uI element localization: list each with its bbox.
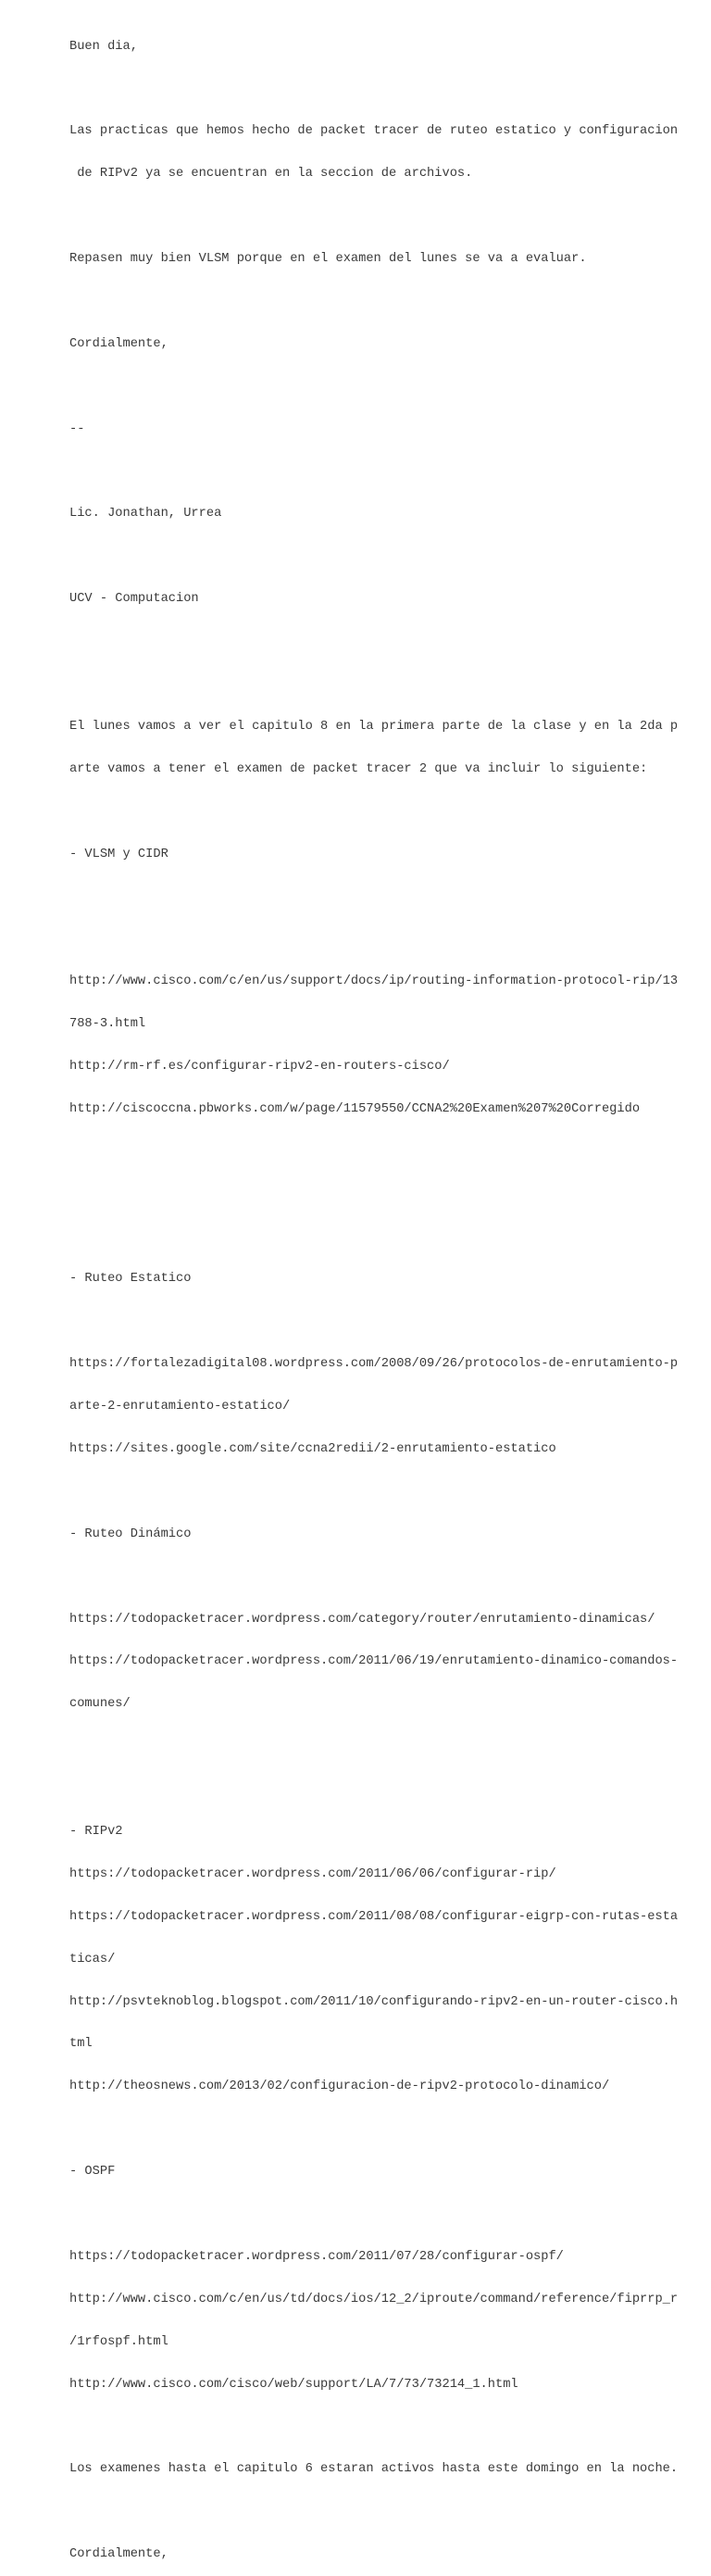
url-link-continuation[interactable]: tml (69, 2037, 93, 2052)
blank-line (69, 677, 699, 691)
url-link[interactable]: http://www.cisco.com/c/en/us/td/docs/ios/12_2/iproute/command/reference/fiprrp_r (69, 2292, 679, 2306)
blank-line (69, 209, 699, 223)
blank-line (69, 2419, 699, 2433)
blank-line (69, 1740, 699, 1753)
blank-line (69, 2207, 699, 2221)
closing-line: Cordialmente, (69, 336, 168, 351)
url-link[interactable]: https://sites.google.com/site/ccna2redii/2-enrutamiento-estatico (69, 1441, 556, 1456)
url-link-continuation[interactable]: 788-3.html (69, 1017, 146, 1032)
greeting-line: Buen dia, (69, 39, 138, 54)
section-heading-ospf: - OSPF (69, 2165, 116, 2180)
body-line: Repasen muy bien VLSM porque en el examen del lunes se va a evaluar. (69, 252, 587, 267)
url-link-continuation[interactable]: /1rfospf.html (69, 2334, 168, 2349)
url-link[interactable]: https://todopacketracer.wordpress.com/2011/06/06/configurar-rip/ (69, 1866, 556, 1881)
section-heading-vlsm: - VLSM y CIDR (69, 847, 168, 861)
signature-name: Lic. Jonathan, Urrea (69, 507, 222, 521)
blank-line (69, 889, 699, 903)
url-link[interactable]: https://fortalezadigital08.wordpress.com/2008/09/26/protocolos-de-enrutamiento-p (69, 1357, 679, 1372)
body-line: El lunes vamos a ver el capitulo 8 en la primera parte de la clase y en la 2da p (69, 719, 679, 734)
url-link[interactable]: http://www.cisco.com/c/en/us/support/docs/ip/routing-information-protocol-rip/13 (69, 974, 679, 989)
blank-line (69, 1782, 699, 1796)
blank-line (69, 1314, 699, 1328)
blank-line (69, 82, 699, 95)
blank-line (69, 805, 699, 819)
body-line: arte vamos a tener el examen de packet tracer 2 que va incluir lo siguiente: (69, 761, 648, 776)
body-line: Las practicas que hemos hecho de packet tracer de ruteo estatico y configuracion (69, 124, 679, 139)
blank-line (69, 1485, 699, 1499)
signature-affiliation: UCV - Computacion (69, 592, 199, 607)
url-link[interactable]: http://rm-rf.es/configurar-ripv2-en-routers-cisco/ (69, 1059, 450, 1074)
url-link[interactable]: https://todopacketracer.wordpress.com/2011/08/08/configurar-eigrp-con-rutas-esta (69, 1909, 679, 1924)
blank-line (69, 295, 699, 308)
url-link[interactable]: http://www.cisco.com/cisco/web/support/LA/7/73/73214_1.html (69, 2377, 518, 2392)
blank-line (69, 465, 699, 479)
url-link[interactable]: http://psvteknoblog.blogspot.com/2011/10/configurando-ripv2-en-un-router-cisco.h (69, 1994, 679, 2009)
body-line: de RIPv2 ya se encuentran en la seccion de archivos. (69, 167, 473, 182)
url-link[interactable]: http://theosnews.com/2013/02/configuracion-de-ripv2-protocolo-dinamico/ (69, 2080, 610, 2094)
email-body (69, 11, 699, 2576)
url-link-continuation[interactable]: comunes/ (69, 1697, 131, 1712)
url-link[interactable]: https://todopacketracer.wordpress.com/category/router/enrutamiento-dinamicas/ (69, 1612, 655, 1627)
signature-separator: -- (69, 421, 85, 436)
url-link[interactable]: https://todopacketracer.wordpress.com/2011/07/28/configurar-ospf/ (69, 2249, 564, 2264)
blank-line (69, 1230, 699, 1244)
blank-line (69, 1570, 699, 1584)
section-heading-ruteo-estatico: - Ruteo Estatico (69, 1272, 192, 1287)
section-heading-ruteo-dinamico: - Ruteo Dinámico (69, 1527, 192, 1541)
blank-line (69, 549, 699, 563)
url-link[interactable]: https://todopacketracer.wordpress.com/2011/06/19/enrutamiento-dinamico-comandos- (69, 1654, 679, 1669)
blank-line (69, 932, 699, 946)
blank-line (69, 1187, 699, 1201)
blank-line (69, 380, 699, 394)
blank-line (69, 635, 699, 648)
body-line: Los examenes hasta el capitulo 6 estaran activos hasta este domingo en la noche. (69, 2462, 679, 2477)
blank-line (69, 2122, 699, 2136)
closing-line: Cordialmente, (69, 2547, 168, 2562)
url-link[interactable]: http://ciscoccna.pbworks.com/w/page/11579550/CCNA2%20Examen%207%20Corregido (69, 1101, 641, 1116)
blank-line (69, 1145, 699, 1159)
url-link-continuation[interactable]: ticas/ (69, 1952, 116, 1967)
url-link-continuation[interactable]: arte-2-enrutamiento-estatico/ (69, 1400, 291, 1414)
section-heading-ripv2: - RIPv2 (69, 1825, 123, 1839)
blank-line (69, 2505, 699, 2519)
